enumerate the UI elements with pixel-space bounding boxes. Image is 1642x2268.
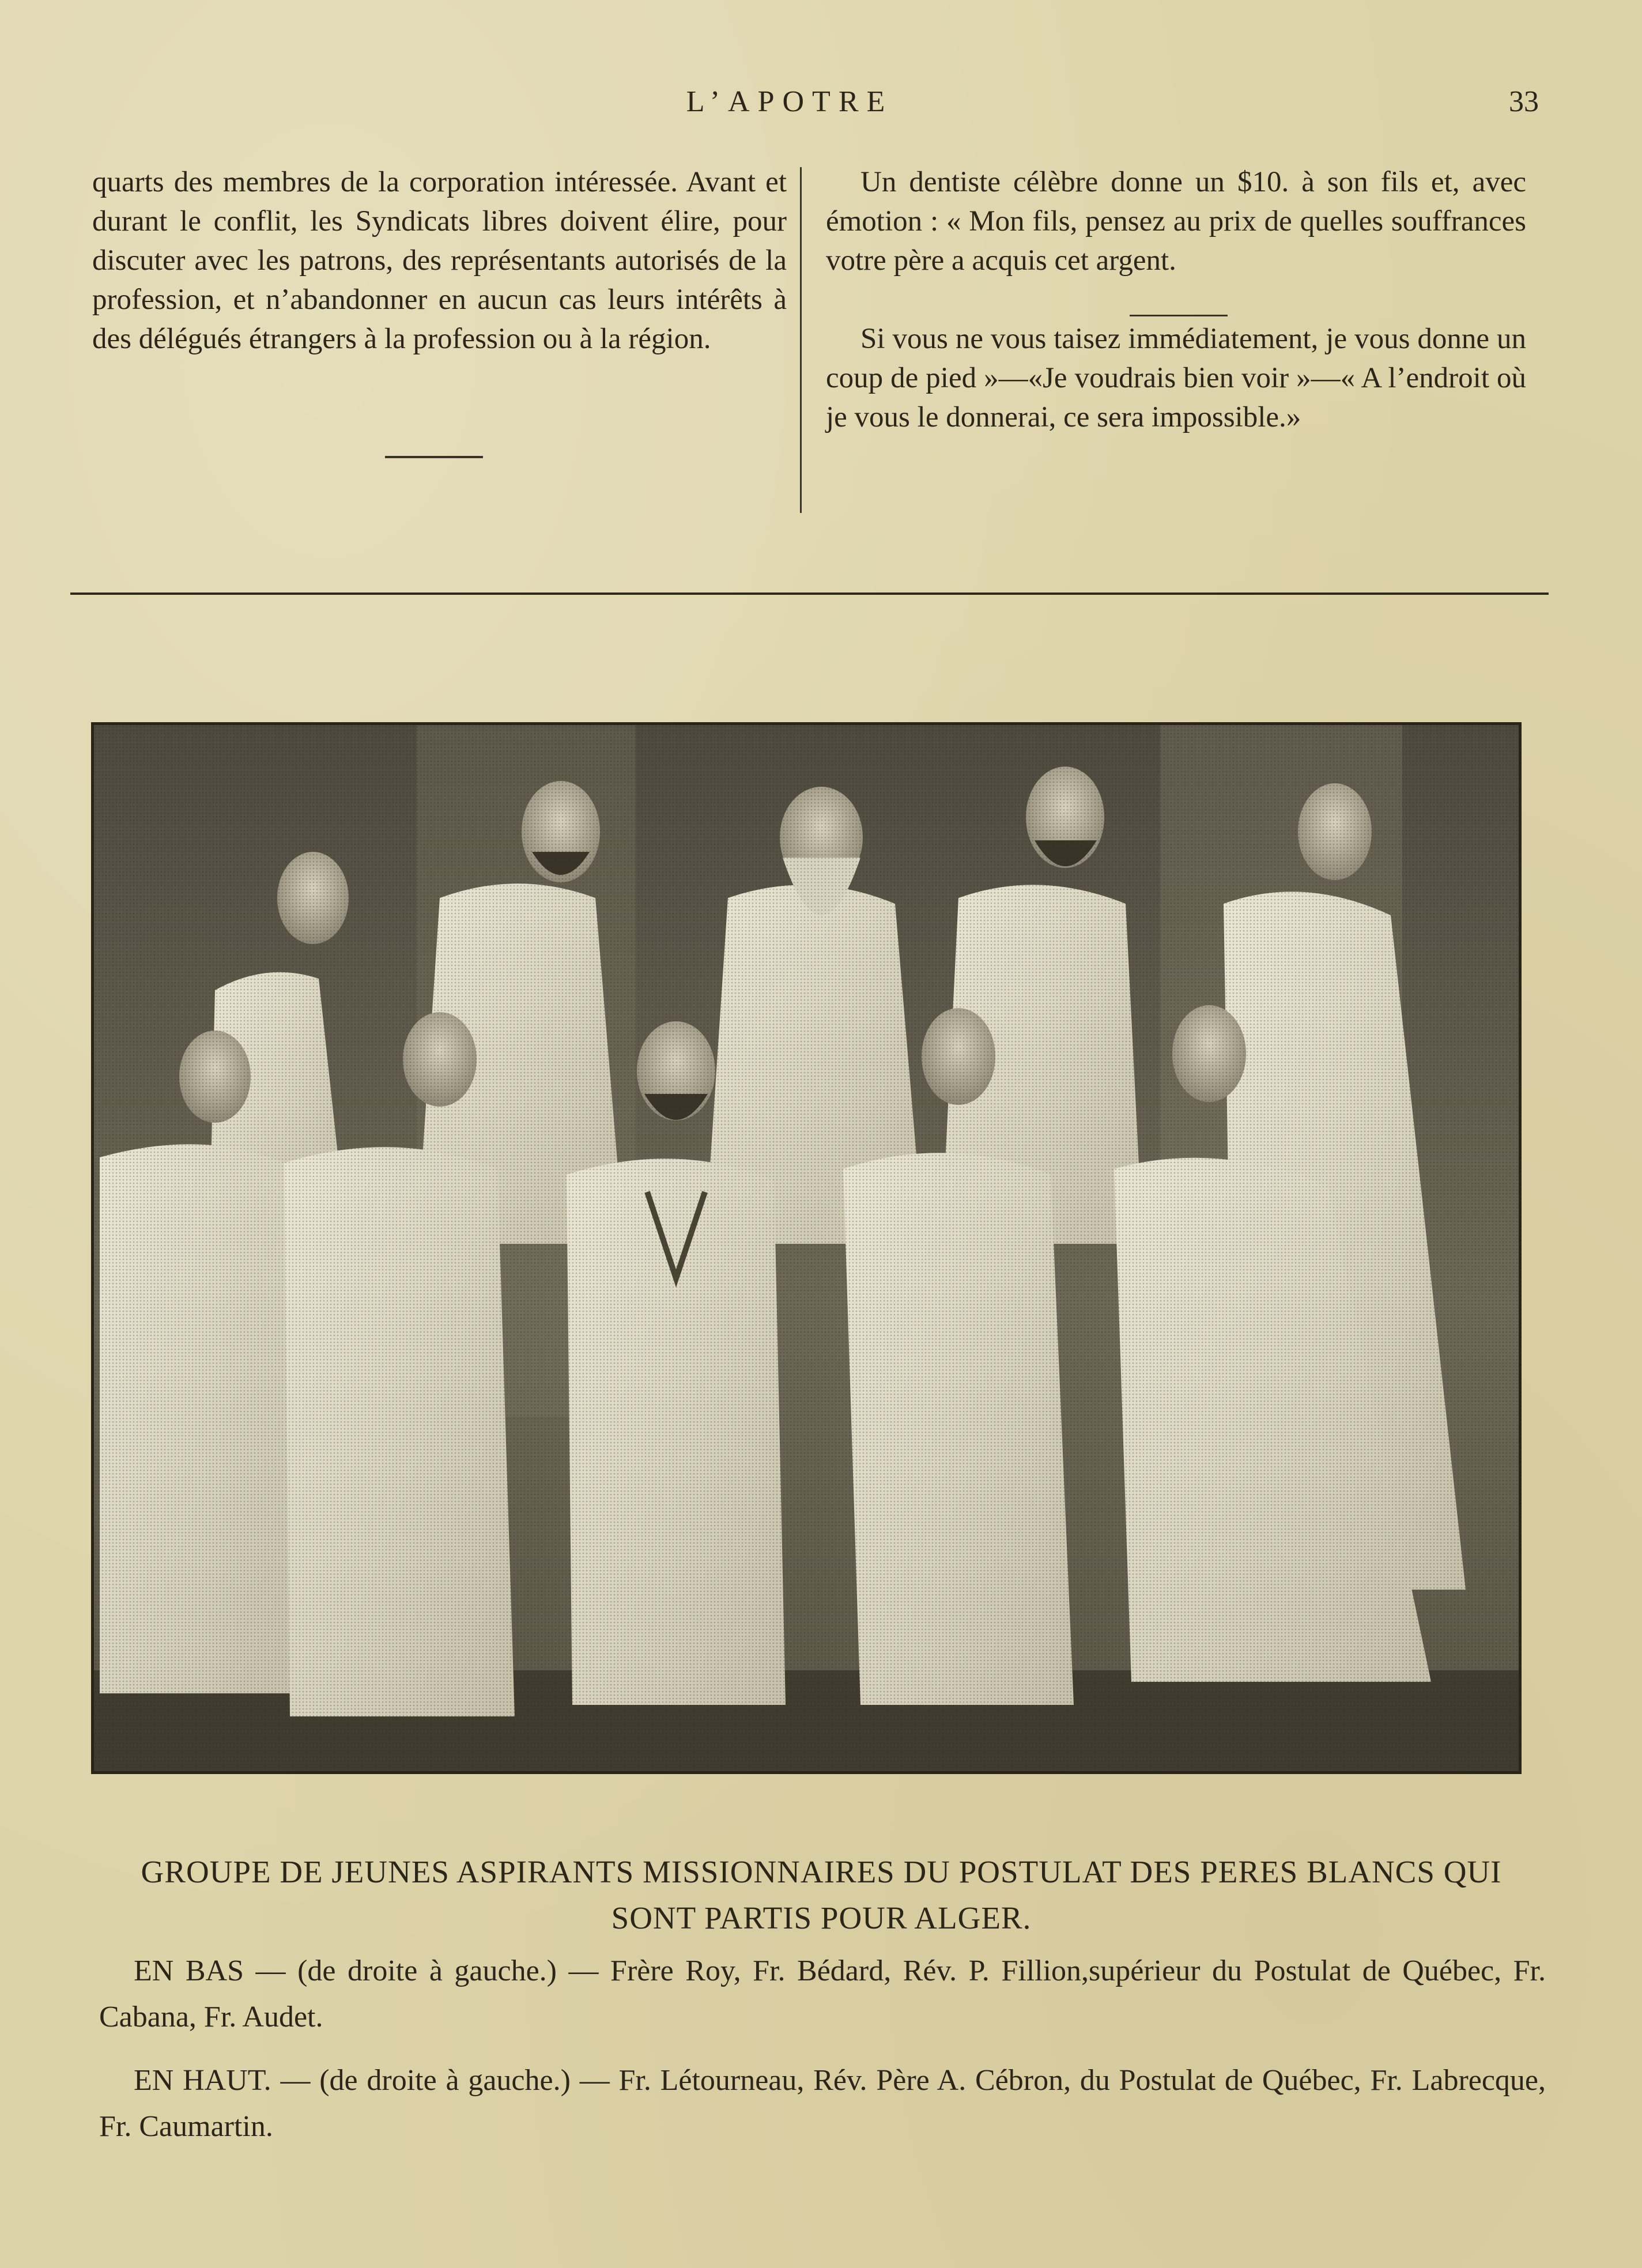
page-number: 33 bbox=[1509, 85, 1539, 118]
photo-illustration bbox=[94, 725, 1519, 1771]
right-paragraph-2: Si vous ne vous taisez immédiatement, je vous donne un coup de pied »—«Je voudrais bien voir »—« A l’endroit où je vous le donnerai, ce sera impossible.» bbox=[826, 323, 1526, 433]
section-end-dash bbox=[385, 456, 483, 458]
group-photograph bbox=[91, 722, 1522, 1774]
caption-bottom-text: EN BAS — (de droite à gauche.) — Frère Roy, Fr. Bédard, Rév. P. Fillion,supérieur du Postulat de Québec, Fr. Cabana, Fr. Audet. bbox=[99, 1954, 1546, 2033]
left-column bbox=[92, 163, 787, 358]
left-paragraph: quarts des membres de la corporation intéressée. Avant et durant le conflit, les Syndicats libres doivent élire, pour discuter avec les patrons, des représentants autorisés de la profession, et n’abandonner en aucun cas leurs intérêts à des délégués étrangers à la profession ou à la région. bbox=[92, 166, 787, 355]
column-divider bbox=[800, 167, 802, 513]
separator-dash bbox=[1130, 315, 1228, 316]
caption-top-text: EN HAUT. — (de droite à gauche.) — Fr. Létourneau, Rév. Père A. Cébron, du Postulat de Québec, Fr. Labrecque, Fr. Caumartin. bbox=[99, 2064, 1546, 2143]
right-paragraph-1: Un dentiste célèbre donne un $10. à son fils et, avec émotion : « Mon fils, pensez au prix de quelles souffrances votre père a acquis cet argent. bbox=[826, 166, 1526, 277]
running-title: L’APOTRE bbox=[686, 85, 893, 118]
horizontal-rule bbox=[70, 593, 1549, 595]
caption-top-row bbox=[99, 2058, 1546, 2150]
photo-caption-heading: GROUPE DE JEUNES ASPIRANTS MISSIONNAIRES DU POSTULAT DES PERES BLANCS QUI SONT PARTIS POUR ALGER. bbox=[141, 1854, 1502, 1935]
caption-bottom-row bbox=[99, 1948, 1546, 2040]
right-column bbox=[826, 163, 1526, 437]
